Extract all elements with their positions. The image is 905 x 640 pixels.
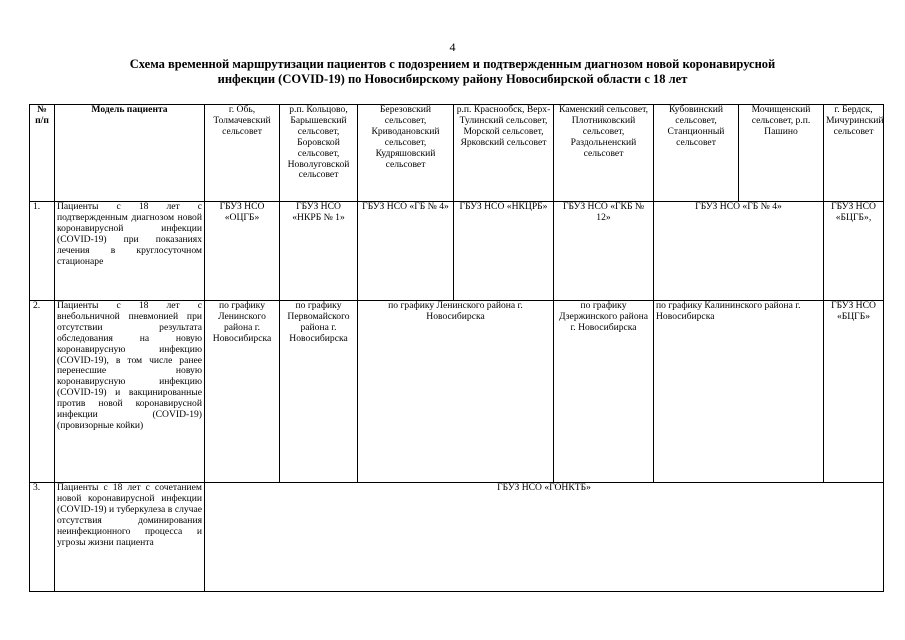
table-cell: по графику Ленинского района г. Новосибирска (205, 301, 280, 483)
header-patient-model: Модель пациента (55, 105, 205, 202)
header-berezovsky: Березовский сельсовет, Криводановский сельсовет, Кудряшовский сельсовет (358, 105, 454, 202)
header-number: № п/п (30, 105, 55, 202)
header-kamensky: Каменский сельсовет, Плотниковский сельсовет, Раздольненский сельсовет (554, 105, 654, 202)
header-kubovinsky: Кубовинский сельсовет, Станционный сельсовет (654, 105, 739, 202)
table-cell: ГБУЗ НСО «БЦГБ», (824, 202, 884, 301)
patient-model: Пациенты с 18 лет с подтвержденным диагнозом новой коронавирусной инфекции (COVID-19) при показаниях лечения в круглосуточном стационаре (55, 202, 205, 301)
table-cell: ГБУЗ НСО «ГОНКТБ» (205, 483, 884, 592)
table-header-row (30, 105, 884, 202)
table-cell: ГБУЗ НСО «БЦГБ» (824, 301, 884, 483)
row-number: 2. (30, 301, 55, 483)
table-cell: ГБУЗ НСО «ГБ № 4» (654, 202, 824, 301)
document-title (40, 57, 865, 87)
header-koltsovo: р.п. Кольцово, Барышевский сельсовет, Боровской сельсовет, Новолуговской сельсовет (280, 105, 358, 202)
table-cell: ГБУЗ НСО «ОЦГБ» (205, 202, 280, 301)
table-row (30, 301, 884, 483)
title-line-2: инфекции (COVID-19) по Новосибирскому району Новосибирской области с 18 лет (217, 72, 688, 86)
header-berdsk: г. Бердск, Мичуринский сельсовет (824, 105, 884, 202)
header-mochishchensky: Мочищенский сельсовет, р.п. Пашино (739, 105, 824, 202)
page-number: 4 (449, 40, 456, 54)
table-cell: по графику Калининского района г. Новосибирска (654, 301, 824, 483)
table-cell: по графику Ленинского района г. Новосибирска (358, 301, 554, 483)
table-cell: по графику Дзержинского района г. Новосибирска (554, 301, 654, 483)
routing-table (29, 104, 884, 592)
table-cell: по графику Первомайского района г. Новосибирска (280, 301, 358, 483)
table-cell: ГБУЗ НСО «НКРБ № 1» (280, 202, 358, 301)
patient-model: Пациенты с 18 лет с сочетанием новой коронавирусной инфекции (COVID-19) и туберкулеза в случае отсутствия доминирования неинфекционного процесса и угрозы жизни пациента (55, 483, 205, 592)
table-row (30, 483, 884, 592)
header-ob: г. Обь, Толмачевский сельсовет (205, 105, 280, 202)
title-line-1: Схема временной маршрутизации пациентов с подозрением и подтвержденным диагнозом новой коронавирусной (129, 57, 776, 71)
header-krasnoobsk: р.п. Краснообск, Верх-Тулинский сельсовет, Морской сельсовет, Ярковский сельсовет (454, 105, 554, 202)
table-cell: ГБУЗ НСО «НКЦРБ» (454, 202, 554, 301)
table-cell: ГБУЗ НСО «ГКБ № 12» (554, 202, 654, 301)
table-cell: ГБУЗ НСО «ГБ № 4» (358, 202, 454, 301)
row-number: 1. (30, 202, 55, 301)
patient-model: Пациенты с 18 лет с внебольничной пневмонией при отсутствии результата обследования на новую коронавирусную инфекцию (COVID-19), в том числе ранее перенесшие новую коронавирусную инфекцию (COVID-19) и вакцинированные против новой коронавирусной инфекции (COVID-19) (провизорные койки) (55, 301, 205, 483)
table-row (30, 202, 884, 301)
row-number: 3. (30, 483, 55, 592)
